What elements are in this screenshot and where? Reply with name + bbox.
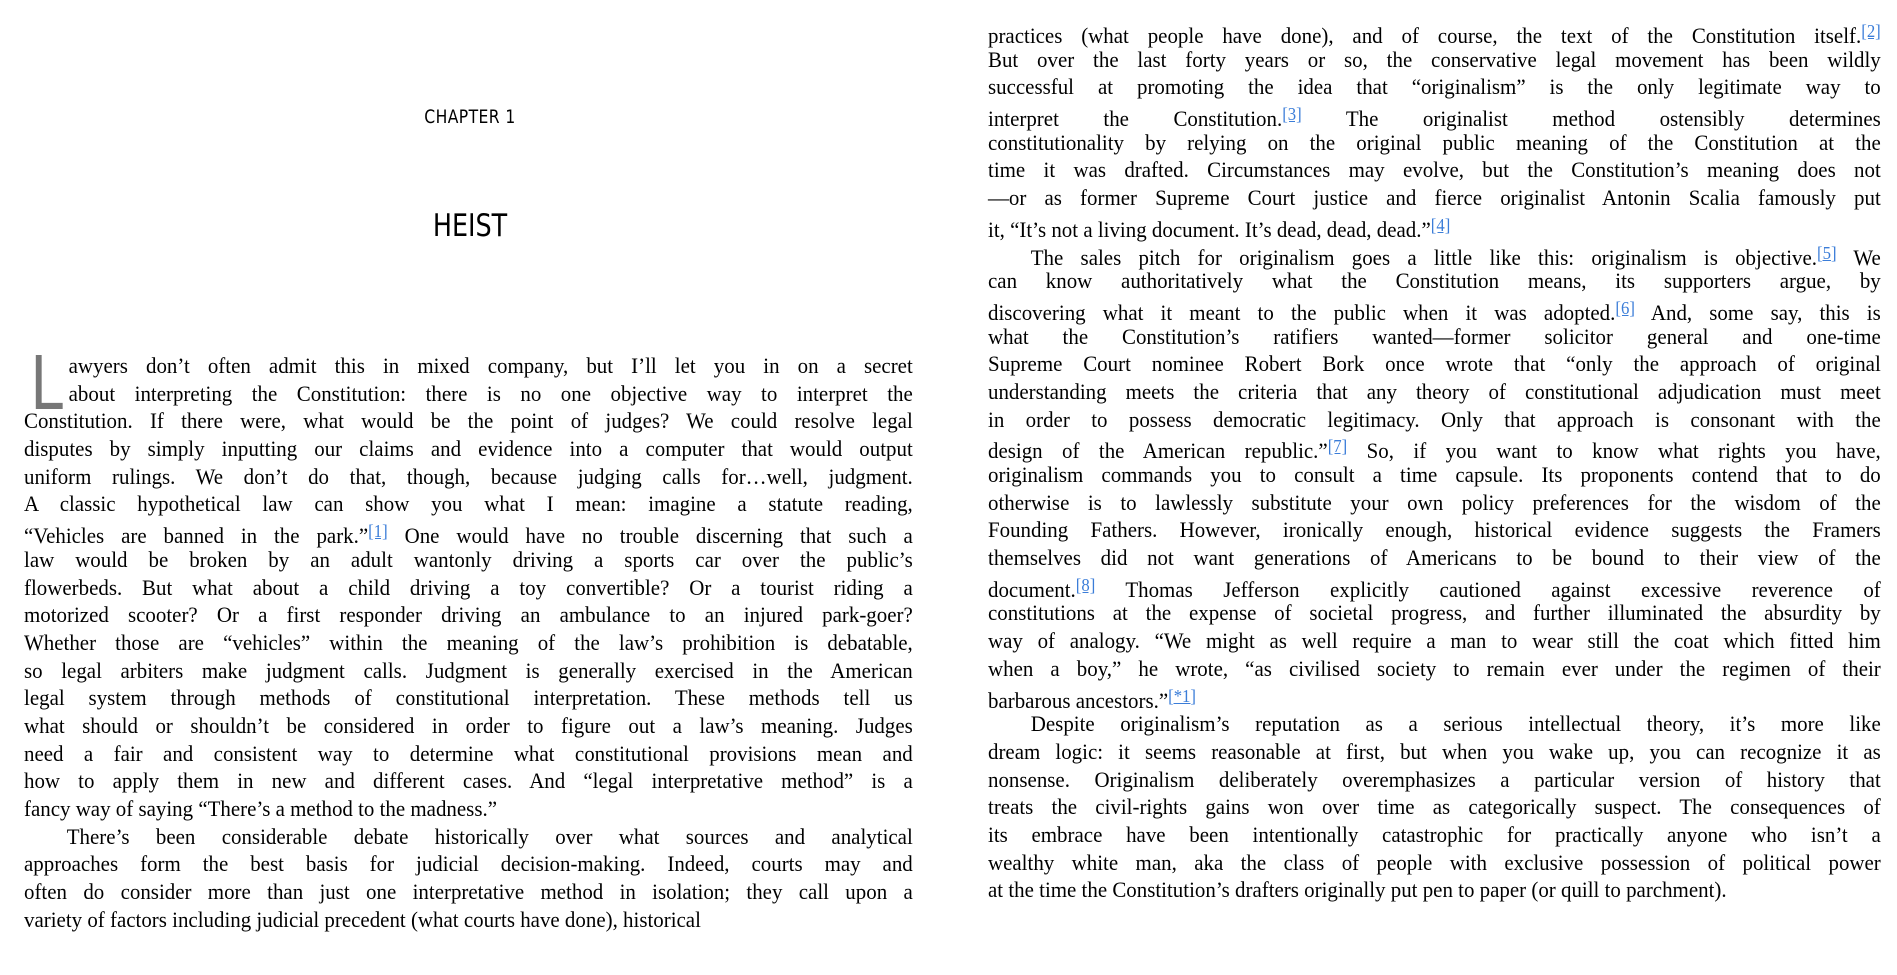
text-line: [988, 433, 1881, 464]
text-segment: There’s been considerable debate historically over what sources and analytical: [66, 823, 913, 849]
footnote-link[interactable]: [8]: [1075, 574, 1096, 595]
paragraph: [988, 710, 1881, 904]
footnote-link[interactable]: [4]: [1430, 214, 1451, 235]
text-line: [24, 546, 913, 574]
text-line: [988, 184, 1881, 212]
text-segment: variety of factors including judicial precedent (what courts have done), historical: [24, 906, 701, 932]
text-line: [24, 352, 913, 380]
text-segment: how to apply them in new and different cases. And “legal interpretative method” is a: [24, 768, 913, 794]
text-segment: uniform rulings. We don’t do that, though, because judging calls for…well, judgment.: [24, 463, 913, 489]
text-line: [24, 407, 913, 435]
text-line: [988, 323, 1881, 351]
text-line: [988, 544, 1881, 572]
text-line: [24, 518, 913, 549]
drop-cap: L: [30, 341, 63, 427]
text-segment: design of the American republic.”: [988, 438, 1328, 464]
text-line: [24, 657, 913, 685]
text-segment: discovering what it meant to the public when it was adopted.: [988, 299, 1616, 325]
text-line: [24, 767, 913, 795]
text-line: [988, 516, 1881, 544]
footnote-link[interactable]: [5]: [1817, 242, 1837, 263]
text-segment: And, some say, this is: [1634, 299, 1881, 325]
text-segment: so legal arbiters make judgment calls. Judgment is generally exercised in the American: [24, 657, 913, 683]
text-line: [988, 378, 1881, 406]
text-segment: barbarous ancestors.”: [988, 687, 1169, 713]
text-line: [988, 876, 1881, 904]
text-segment: understanding meets the criteria that any theory of constitutional adjudication must meet: [988, 378, 1881, 404]
paragraph: [988, 18, 1881, 240]
text-segment: nonsense. Originalism deliberately overemphasizes a particular version of history that: [988, 766, 1881, 792]
text-line: [988, 793, 1881, 821]
text-segment: originalism commands you to consult a time capsule. Its proponents contend that to do: [988, 462, 1881, 487]
text-segment: at the time the Constitution’s drafters originally put pen to paper (or quill to parchment).: [988, 877, 1727, 903]
text-line: [988, 295, 1881, 323]
text-line: [988, 489, 1881, 517]
text-segment: Founding Fathers. However, ironically enough, historical evidence suggests the Framers: [988, 517, 1881, 543]
text-line: [988, 821, 1881, 849]
text-line: [24, 574, 913, 602]
text-segment: wealthy white man, aka the class of people with exclusive possession of political power: [988, 849, 1881, 875]
text-segment: constitutionality by relying on the original public meaning of the Constitution at the: [988, 129, 1881, 155]
text-line: [24, 850, 913, 878]
text-segment: what should or shouldn’t be considered in order to figure out a law’s meaning. Judges: [24, 712, 913, 738]
paragraph: [24, 341, 913, 823]
footnote-link[interactable]: [6]: [1615, 297, 1635, 318]
right-page: [950, 0, 1897, 975]
text-segment: Despite originalism’s reputation as a serious intellectual theory, it’s more like: [1030, 711, 1881, 737]
text-line: [988, 73, 1881, 101]
text-segment: A classic hypothetical law can show you what I mean: imagine a statute reading,: [24, 491, 913, 517]
text-segment: motorized scooter? Or a first responder driving an ambulance to an injured park-goer?: [24, 602, 913, 628]
text-segment: The originalist method ostensibly determines: [1301, 106, 1881, 132]
text-segment: time it was drafted. Circumstances may evolve, but the Constitution’s meaning does not: [988, 157, 1881, 183]
text-line: [988, 240, 1881, 268]
text-segment: Supreme Court nominee Robert Bork once wrote that “only the approach of original: [988, 351, 1881, 377]
text-line: [24, 463, 913, 491]
text-line: [988, 655, 1881, 683]
text-segment: successful at promoting the idea that “originalism” is the only legitimate way to: [988, 74, 1881, 100]
text-segment: what the Constitution’s ratifiers wanted—former solicitor general and one-time: [988, 323, 1881, 349]
paragraph: [988, 240, 1881, 711]
text-line: [988, 599, 1881, 627]
text-segment: The sales pitch for originalism goes a little like this: originalism is objective.: [1030, 244, 1818, 270]
text-segment: in order to possess democratic legitimacy. Only that approach is consonant with the: [988, 406, 1881, 432]
footnote-link[interactable]: [*1]: [1168, 685, 1197, 706]
text-line: [24, 795, 913, 823]
text-line: [988, 738, 1881, 766]
text-line: [988, 156, 1881, 184]
text-line: [988, 101, 1881, 132]
text-line: [24, 629, 913, 657]
text-segment: fancy way of saying “There’s a method to the madness.”: [24, 796, 497, 821]
text-line: [988, 267, 1881, 295]
text-segment: flowerbeds. But what about a child driving a toy convertible? Or a tourist riding a: [24, 574, 913, 600]
text-segment: when a boy,” he wrote, “as civilised society to remain ever under the regimen of their: [988, 655, 1881, 681]
text-segment: otherwise is to lawlessly substitute your own policy preferences for the wisdom of the: [988, 489, 1881, 515]
left-text-column: [24, 341, 913, 933]
text-line: [24, 740, 913, 768]
text-segment: constitutions at the expense of societal progress, and further illuminated the absurdity by: [988, 600, 1881, 626]
text-segment: legal system through methods of constitutional interpretation. These methods tell us: [24, 685, 913, 711]
text-line: [988, 350, 1881, 378]
text-segment: We: [1836, 244, 1881, 270]
text-segment: Whether those are “vehicles” within the meaning of the law’s prohibition is debatable,: [24, 629, 913, 655]
text-segment: “Vehicles are banned in the park.”: [24, 523, 369, 549]
text-segment: its embrace have been intentionally catastrophic for practically anyone who isn’t a: [988, 821, 1881, 847]
text-line: [24, 435, 913, 463]
text-segment: awyers don’t often admit this in mixed company, but I’ll let you in on a secret: [68, 353, 913, 378]
text-segment: disputes by simply inputting our claims and evidence into a computer that would output: [24, 436, 913, 462]
text-segment: practices (what people have done), and of course, the text of the Constitution itself.: [988, 23, 1862, 48]
text-segment: it, “It’s not a living document. It’s dead, dead, dead.”: [988, 216, 1431, 242]
chapter-label: CHAPTER 1: [424, 106, 516, 128]
text-segment: interpret the Constitution.: [988, 106, 1283, 132]
right-text-column: [988, 18, 1881, 904]
chapter-title: HEIST: [432, 208, 508, 244]
text-line: [24, 712, 913, 740]
text-line: [988, 129, 1881, 157]
text-line: [988, 849, 1881, 877]
text-segment: document.: [988, 576, 1076, 602]
text-segment: But over the last forty years or so, the conservative legal movement has been wildly: [988, 46, 1881, 72]
text-segment: law would be broken by an adult wantonly driving a sports car over the public’s: [24, 546, 913, 572]
text-line: [24, 684, 913, 712]
text-segment: So, if you want to know what rights you have,: [1347, 438, 1881, 464]
footnote-link[interactable]: [3]: [1282, 104, 1302, 125]
text-line: [988, 461, 1881, 489]
text-segment: need a fair and consistent way to determine what constitutional provisions mean and: [24, 740, 913, 766]
text-line: [988, 18, 1881, 46]
text-segment: One would have no trouble discerning that such a: [387, 523, 913, 549]
text-line: [24, 906, 913, 934]
text-segment: —or as former Supreme Court justice and fierce originalist Antonin Scalia famously put: [988, 185, 1881, 211]
text-line: [988, 710, 1881, 738]
text-segment: treats the civil-rights gains won over time as categorically suspect. The consequences of: [988, 794, 1881, 820]
paragraph: [24, 823, 913, 934]
text-line: [24, 601, 913, 629]
text-segment: can know authoritatively what the Constitution means, its supporters argue, by: [988, 268, 1881, 294]
text-line: [988, 766, 1881, 794]
text-segment: themselves did not want generations of Americans to be bound to their view of the: [988, 545, 1881, 571]
text-segment: often do consider more than just one interpretative method in isolation; they call upon a: [24, 879, 913, 905]
text-segment: way of analogy. “We might as well require a man to wear still the coat which fitted him: [988, 628, 1881, 654]
text-segment: dream logic: it seems reasonable at first, but when you wake up, you can recognize it as: [988, 738, 1881, 764]
text-segment: about interpreting the Constitution: there is no one objective way to interpret the: [68, 380, 913, 406]
text-segment: approaches form the best basis for judicial decision-making. Indeed, courts may and: [24, 851, 913, 877]
text-line: [988, 46, 1881, 74]
text-line: [24, 823, 913, 851]
footnote-link[interactable]: [1]: [368, 521, 388, 542]
text-line: [988, 627, 1881, 655]
text-segment: Thomas Jefferson explicitly cautioned against excessive reverence of: [1095, 576, 1881, 602]
text-line: [988, 212, 1881, 240]
text-segment: Constitution. If there were, what would be the point of judges? We could resolve legal: [24, 408, 913, 434]
text-line: [24, 878, 913, 906]
footnote-link[interactable]: [2]: [1861, 21, 1881, 41]
text-line: [988, 683, 1881, 711]
text-line: [24, 490, 913, 518]
footnote-link[interactable]: [7]: [1327, 436, 1348, 457]
text-line: [988, 572, 1881, 600]
text-line: [24, 380, 913, 408]
text-line: [988, 406, 1881, 434]
